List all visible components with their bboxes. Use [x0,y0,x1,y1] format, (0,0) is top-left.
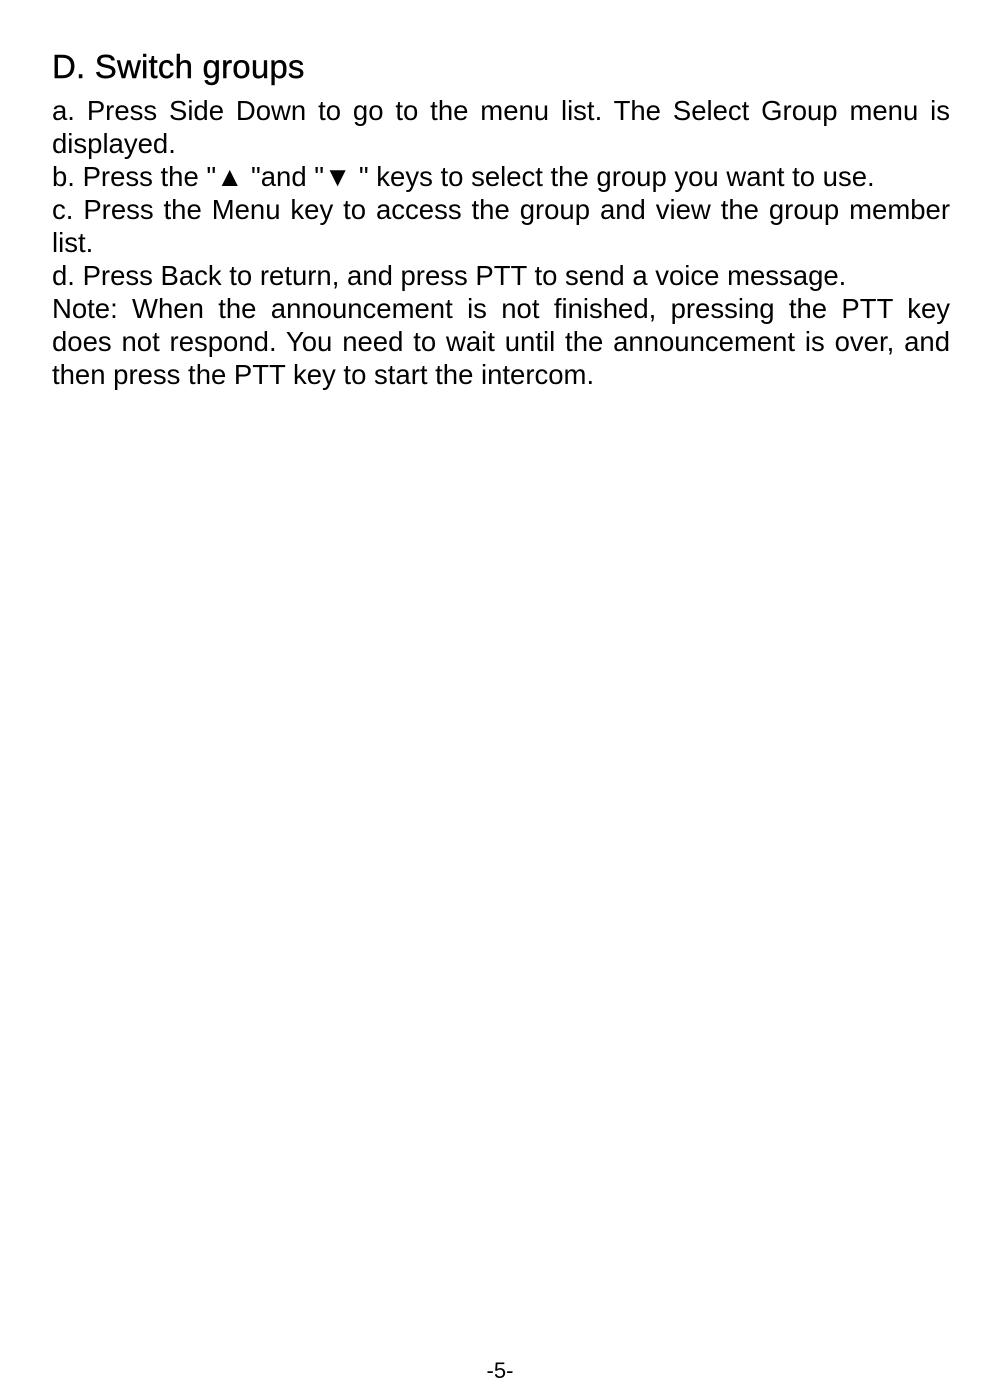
instructions-block [52,94,950,391]
section-heading: D. Switch groups [52,48,305,85]
step-b: b. Press the "▲ "and "▼ " keys to select the group you want to use. [52,161,875,192]
note-paragraph: Note: When the announcement is not finished, pressing the PTT key does not respond. You need to wait until the announcement is over, and then press the PTT key to start the intercom. [52,293,950,390]
step-a: a. Press Side Down to go to the menu list. The Select Group menu is displayed. [52,95,950,159]
step-d: d. Press Back to return, and press PTT to send a voice message. [52,260,847,291]
step-c: c. Press the Menu key to access the group and view the group member list. [52,194,950,258]
page-number: -5- [486,1358,514,1383]
